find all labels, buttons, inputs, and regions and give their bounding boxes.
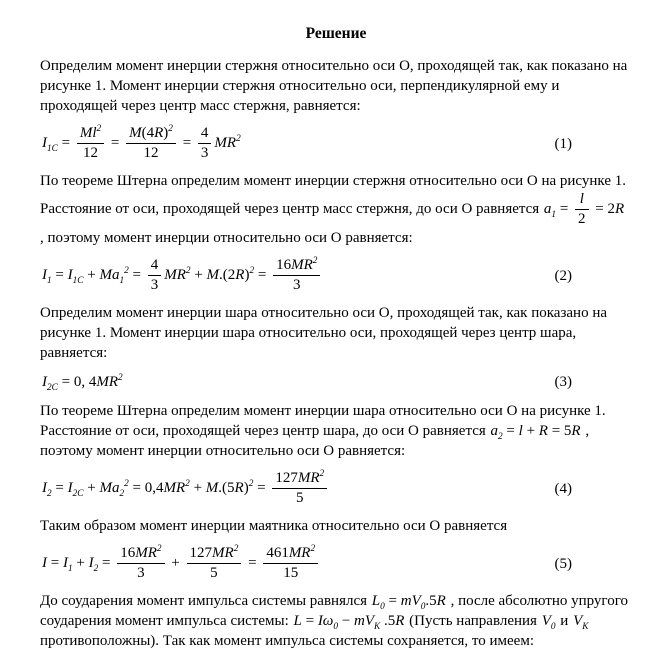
math-variable: MR	[135, 545, 157, 561]
fraction-denominator	[198, 144, 212, 162]
math-text: .5	[380, 613, 396, 629]
equation-4-number: (4)	[554, 480, 572, 497]
math-variable: a	[543, 200, 552, 217]
fraction-numerator	[273, 257, 320, 276]
math-text: =	[502, 423, 519, 439]
math-variable: I	[42, 479, 47, 496]
math-variable: M	[129, 125, 142, 141]
math-superscript: 2	[124, 478, 129, 489]
fraction-denominator	[273, 276, 320, 294]
math-text: =	[301, 613, 318, 629]
equation-2-number: (2)	[554, 267, 572, 284]
math-text: =	[51, 266, 68, 283]
math-text: +	[83, 479, 100, 496]
math-variable: mV	[354, 613, 375, 629]
math-variable: MR	[297, 470, 320, 486]
math-variable: M	[205, 479, 219, 496]
math-text: .(5	[218, 479, 235, 496]
math-text: 3	[200, 145, 209, 161]
math-subscript: 1	[67, 563, 73, 574]
paragraph-angular-momentum: До соударения момент импульса системы равнялся $L_0 = mV_0.5R$ , после абсолютно упругого соударения момент импульса системы: $L = I\omega_0 - mV_K$ .5R (Пусть направления $V_0$ и $V_K$ противоположны). Так как момент импульса системы сохраняется, то имеем:	[40, 593, 628, 649]
equation-2	[42, 257, 632, 294]
math-variable: R	[538, 423, 548, 439]
math-variable: I	[42, 554, 47, 571]
paragraph-steiner-rod: По теореме Штерна определим момент инерции стержня относительно оси О на рисунке 1. Расстояние от оси, проходящей через центр масс стержня, до оси О равняется $a_1$ = $\frac{l}{2}$ = 2R , поэтому момент инерции относительно оси О равняется:	[40, 173, 626, 246]
math-subscript: 0	[420, 602, 426, 612]
math-text: 12	[143, 145, 159, 161]
equation-5-number: (5)	[554, 555, 572, 572]
math-variable: R	[615, 200, 625, 217]
math-variable: L	[293, 613, 302, 629]
math-text: =	[98, 554, 115, 571]
math-subscript: K	[374, 622, 381, 632]
math-text: =	[47, 554, 63, 571]
fraction-numerator	[148, 257, 162, 276]
math-text: =	[57, 134, 74, 151]
math-text: +	[522, 423, 539, 439]
paragraph-rod-inertia: Определим момент инерции стержня относительно оси О, проходящей так, как показано на рисунке 1. Момент инерции стержня относительно оси, перпендикулярной ему и проходящей через центр масс стержня, равняется:	[40, 58, 628, 114]
math-subscript: 2	[47, 488, 52, 499]
math-superscript: 2	[236, 133, 241, 144]
inline-math	[371, 593, 446, 612]
math-superscript: 2	[233, 544, 239, 554]
math-text: )	[163, 125, 169, 141]
fraction	[198, 125, 212, 162]
math-text: =	[51, 479, 68, 496]
fraction-denominator	[263, 564, 318, 582]
math-variable: MR	[291, 257, 313, 273]
math-subscript: 2	[119, 488, 125, 499]
fraction	[272, 470, 327, 507]
math-text: =	[384, 593, 401, 609]
paragraph-steiner-ball: По теореме Штерна определим момент инерции шара относительно оси О на рисунке 1. Расстояние от оси, проходящей через центр шара, до оси О равняется $a_2 = l + R = 5R$ , поэтому момент инерции относительно оси О равняется:	[40, 403, 606, 459]
math-text: 3	[137, 565, 145, 581]
math-text: 5	[210, 565, 218, 581]
math-variable: R	[571, 423, 581, 439]
fraction	[77, 125, 104, 162]
math-text: 4	[150, 257, 159, 273]
math-variable: R	[436, 593, 446, 609]
math-text: +	[83, 266, 100, 283]
math-superscript: 2	[168, 124, 173, 134]
fraction-numerator	[77, 125, 104, 144]
math-variable: I	[88, 554, 94, 571]
equation-1	[42, 125, 632, 162]
math-text: =	[253, 479, 270, 496]
math-variable: R	[234, 479, 244, 496]
math-variable: MR	[163, 479, 186, 496]
math-superscript: 2	[118, 372, 123, 383]
math-text: 2	[578, 211, 586, 227]
equation-5-math	[42, 545, 321, 582]
math-subscript: 0	[380, 602, 385, 612]
math-variable: I	[42, 373, 47, 390]
math-variable: I	[42, 134, 47, 151]
math-text: 16	[276, 257, 292, 273]
math-text: =	[107, 134, 124, 151]
math-text: 4	[200, 125, 209, 141]
inline-math	[573, 613, 589, 632]
fraction-numerator	[117, 545, 164, 564]
math-text: =	[128, 266, 145, 283]
math-text: 3	[150, 277, 159, 293]
math-text: 15	[283, 565, 299, 581]
math-subscript: 1C	[47, 143, 58, 154]
math-variable: MR	[212, 545, 234, 561]
math-subscript: 2C	[72, 488, 84, 499]
math-text: 127	[189, 545, 213, 561]
math-text: = 5	[547, 423, 572, 439]
math-text: −	[338, 613, 355, 629]
inline-math	[490, 423, 581, 442]
equation-5	[42, 545, 632, 582]
equation-3-math	[42, 374, 123, 391]
math-text: = 0, 4	[57, 373, 97, 390]
math-variable: V	[573, 613, 583, 629]
math-text: +	[190, 266, 207, 283]
math-variable: l	[518, 423, 523, 439]
fraction-numerator	[263, 545, 318, 564]
fraction-numerator	[575, 191, 589, 210]
fraction-denominator	[575, 210, 589, 228]
math-text: )	[243, 479, 249, 496]
fraction-numerator	[187, 545, 242, 564]
math-text: =	[254, 266, 271, 283]
math-text: (4	[141, 125, 155, 141]
math-text: .5	[425, 593, 437, 609]
math-text: = 2	[591, 200, 616, 217]
math-subscript: 0	[550, 622, 556, 632]
math-text: +	[72, 554, 89, 571]
math-subscript: 1	[551, 209, 557, 220]
math-variable: R	[154, 125, 164, 141]
math-variable: V	[541, 613, 551, 629]
math-variable: Ma	[99, 266, 120, 283]
math-superscript: 2	[124, 265, 129, 276]
fraction-denominator	[187, 564, 242, 582]
math-variable: l	[579, 191, 584, 207]
math-variable: a	[490, 423, 499, 439]
math-superscript: 2	[319, 469, 325, 479]
equation-1-number: (1)	[554, 135, 572, 152]
math-subscript: 2	[498, 432, 503, 442]
fraction-denominator	[126, 144, 176, 162]
math-variable: Ma	[99, 479, 120, 496]
math-subscript: 0	[333, 622, 339, 632]
fraction	[575, 191, 589, 228]
math-variable: L	[371, 593, 381, 609]
math-variable: M	[206, 266, 220, 283]
equation-3-number: (3)	[554, 374, 572, 390]
math-variable: MR	[96, 373, 118, 390]
math-variable: R	[235, 266, 245, 283]
math-text: +	[167, 554, 184, 571]
math-subscript: 2	[93, 563, 99, 574]
math-text: 16	[120, 545, 136, 561]
math-text: 5	[295, 490, 304, 506]
math-variable: mV	[400, 593, 421, 609]
equation-1-math	[42, 125, 241, 162]
equation-4	[42, 470, 632, 507]
math-superscript: 2	[96, 124, 102, 134]
math-superscript: 2	[248, 478, 254, 489]
fraction	[117, 545, 164, 582]
math-variable: MR	[214, 134, 237, 151]
fraction-numerator	[272, 470, 327, 489]
inline-math	[543, 191, 625, 227]
math-variable: I	[62, 554, 68, 571]
math-text: +	[189, 479, 206, 496]
math-text: .(2	[219, 266, 236, 283]
fraction-denominator	[117, 564, 164, 582]
math-text: 12	[82, 145, 98, 161]
paragraph-ball-inertia: Определим момент инерции шара относительно оси О, проходящей так, как показано на рисунке 1. Момент инерции шара относительно оси, проходящей через центр шара, равняется:	[40, 305, 608, 361]
math-text: 3	[292, 277, 301, 293]
fraction	[148, 257, 162, 294]
math-variable: MR	[288, 545, 311, 561]
math-variable: R	[395, 613, 405, 629]
math-variable: Iω	[317, 613, 334, 629]
math-superscript: 2	[185, 478, 190, 489]
page-title: Решение	[305, 25, 367, 42]
math-superscript: 2	[312, 256, 318, 266]
math-variable: I	[42, 266, 47, 283]
math-superscript: 2	[185, 265, 191, 276]
math-subscript: 1	[47, 275, 52, 286]
math-text: 461	[266, 545, 289, 561]
math-text: =	[178, 134, 195, 151]
fraction-denominator	[148, 276, 162, 294]
math-subscript: 1C	[72, 275, 84, 286]
math-text: =	[556, 200, 573, 217]
math-text: 127	[275, 470, 298, 486]
math-subscript: K	[582, 622, 589, 632]
math-variable: I	[67, 479, 73, 496]
fraction	[187, 545, 242, 582]
inline-math	[293, 613, 405, 632]
math-superscript: 2	[249, 265, 255, 276]
fraction-numerator	[198, 125, 212, 144]
fraction-denominator	[272, 489, 327, 507]
math-variable: I	[67, 266, 73, 283]
math-variable: MR	[164, 266, 186, 283]
math-subscript: 2C	[47, 382, 58, 393]
equation-2-math	[42, 257, 323, 294]
math-text: =	[244, 554, 261, 571]
fraction	[273, 257, 320, 294]
fraction	[126, 125, 176, 162]
fraction	[263, 545, 318, 582]
math-subscript: 1	[119, 275, 125, 286]
math-text: = 0,4	[128, 479, 164, 496]
math-superscript: 2	[310, 544, 316, 554]
equation-3	[42, 372, 632, 392]
fraction-denominator	[77, 144, 104, 162]
math-text: )	[244, 266, 250, 283]
paragraph-pendulum-total: Таким образом момент инерции маятника относительно оси О равняется	[40, 518, 508, 534]
inline-math	[541, 613, 556, 632]
equation-4-math	[42, 470, 330, 507]
fraction-numerator	[126, 125, 176, 144]
math-superscript: 2	[156, 544, 162, 554]
math-variable: Ml	[79, 125, 97, 141]
